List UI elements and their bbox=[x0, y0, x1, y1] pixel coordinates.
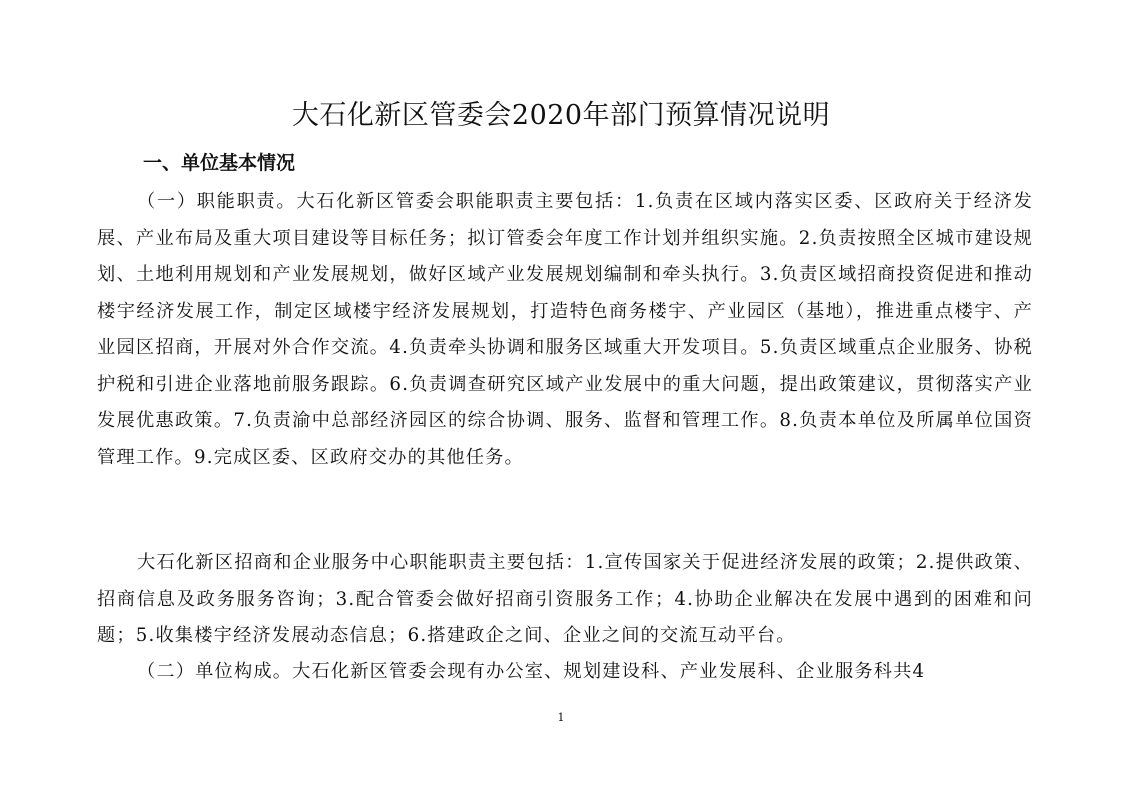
paragraph-composition: （二）单位构成。大石化新区管委会现有办公室、规划建设科、产业发展科、企业服务科共4 bbox=[137, 661, 926, 682]
paragraph-service-center: 大石化新区招商和企业服务中心职能职责主要包括：1.宣传国家关于促进经济发展的政策；2.提供政策、招商信息及政务服务咨询；3.配合管委会做好招商引资服务工作；4.协助企业解决在发展中遇到的困难和问题；5.收集楼宇经济发展动态信息；6.搭建政企之间、企业之间的交流互动平台。 bbox=[97, 552, 1033, 646]
page-number: 1 bbox=[557, 711, 565, 724]
document-title: 大石化新区管委会2020年部门预算情况说明 bbox=[291, 100, 831, 131]
paragraph-functions: （一）职能职责。大石化新区管委会职能职责主要包括：1.负责在区域内落实区委、区政府关于经济发展、产业布局及重大项目建设等目标任务；拟订管委会年度工作计划并组织实施。2.负责按照全区城市建设规划、土地利用规划和产业发展规划，做好区域产业发展规划编制和牵头执行。3.负责区域招商投资促进和推动楼宇经济发展工作，制定区域楼宇经济发展规划，打造特色商务楼宇、产业园区（基地），推进重点楼宇、产业园区招商，开展对外合作交流。4.负责牵头协调和服务区域重大开发项目。5.负责区域重点企业服务、协税护税和引进企业落地前服务跟踪。6.负责调查研究区域产业发展中的重大问题，提出政策建议，贯彻落实产业发展优惠政策。7.负责渝中总部经济园区的综合协调、服务、监督和管理工作。8.负责本单位及所属单位国资管理工作。9.完成区委、区政府交办的其他任务。 bbox=[97, 191, 1033, 468]
section-heading: 一、单位基本情况 bbox=[143, 152, 296, 174]
